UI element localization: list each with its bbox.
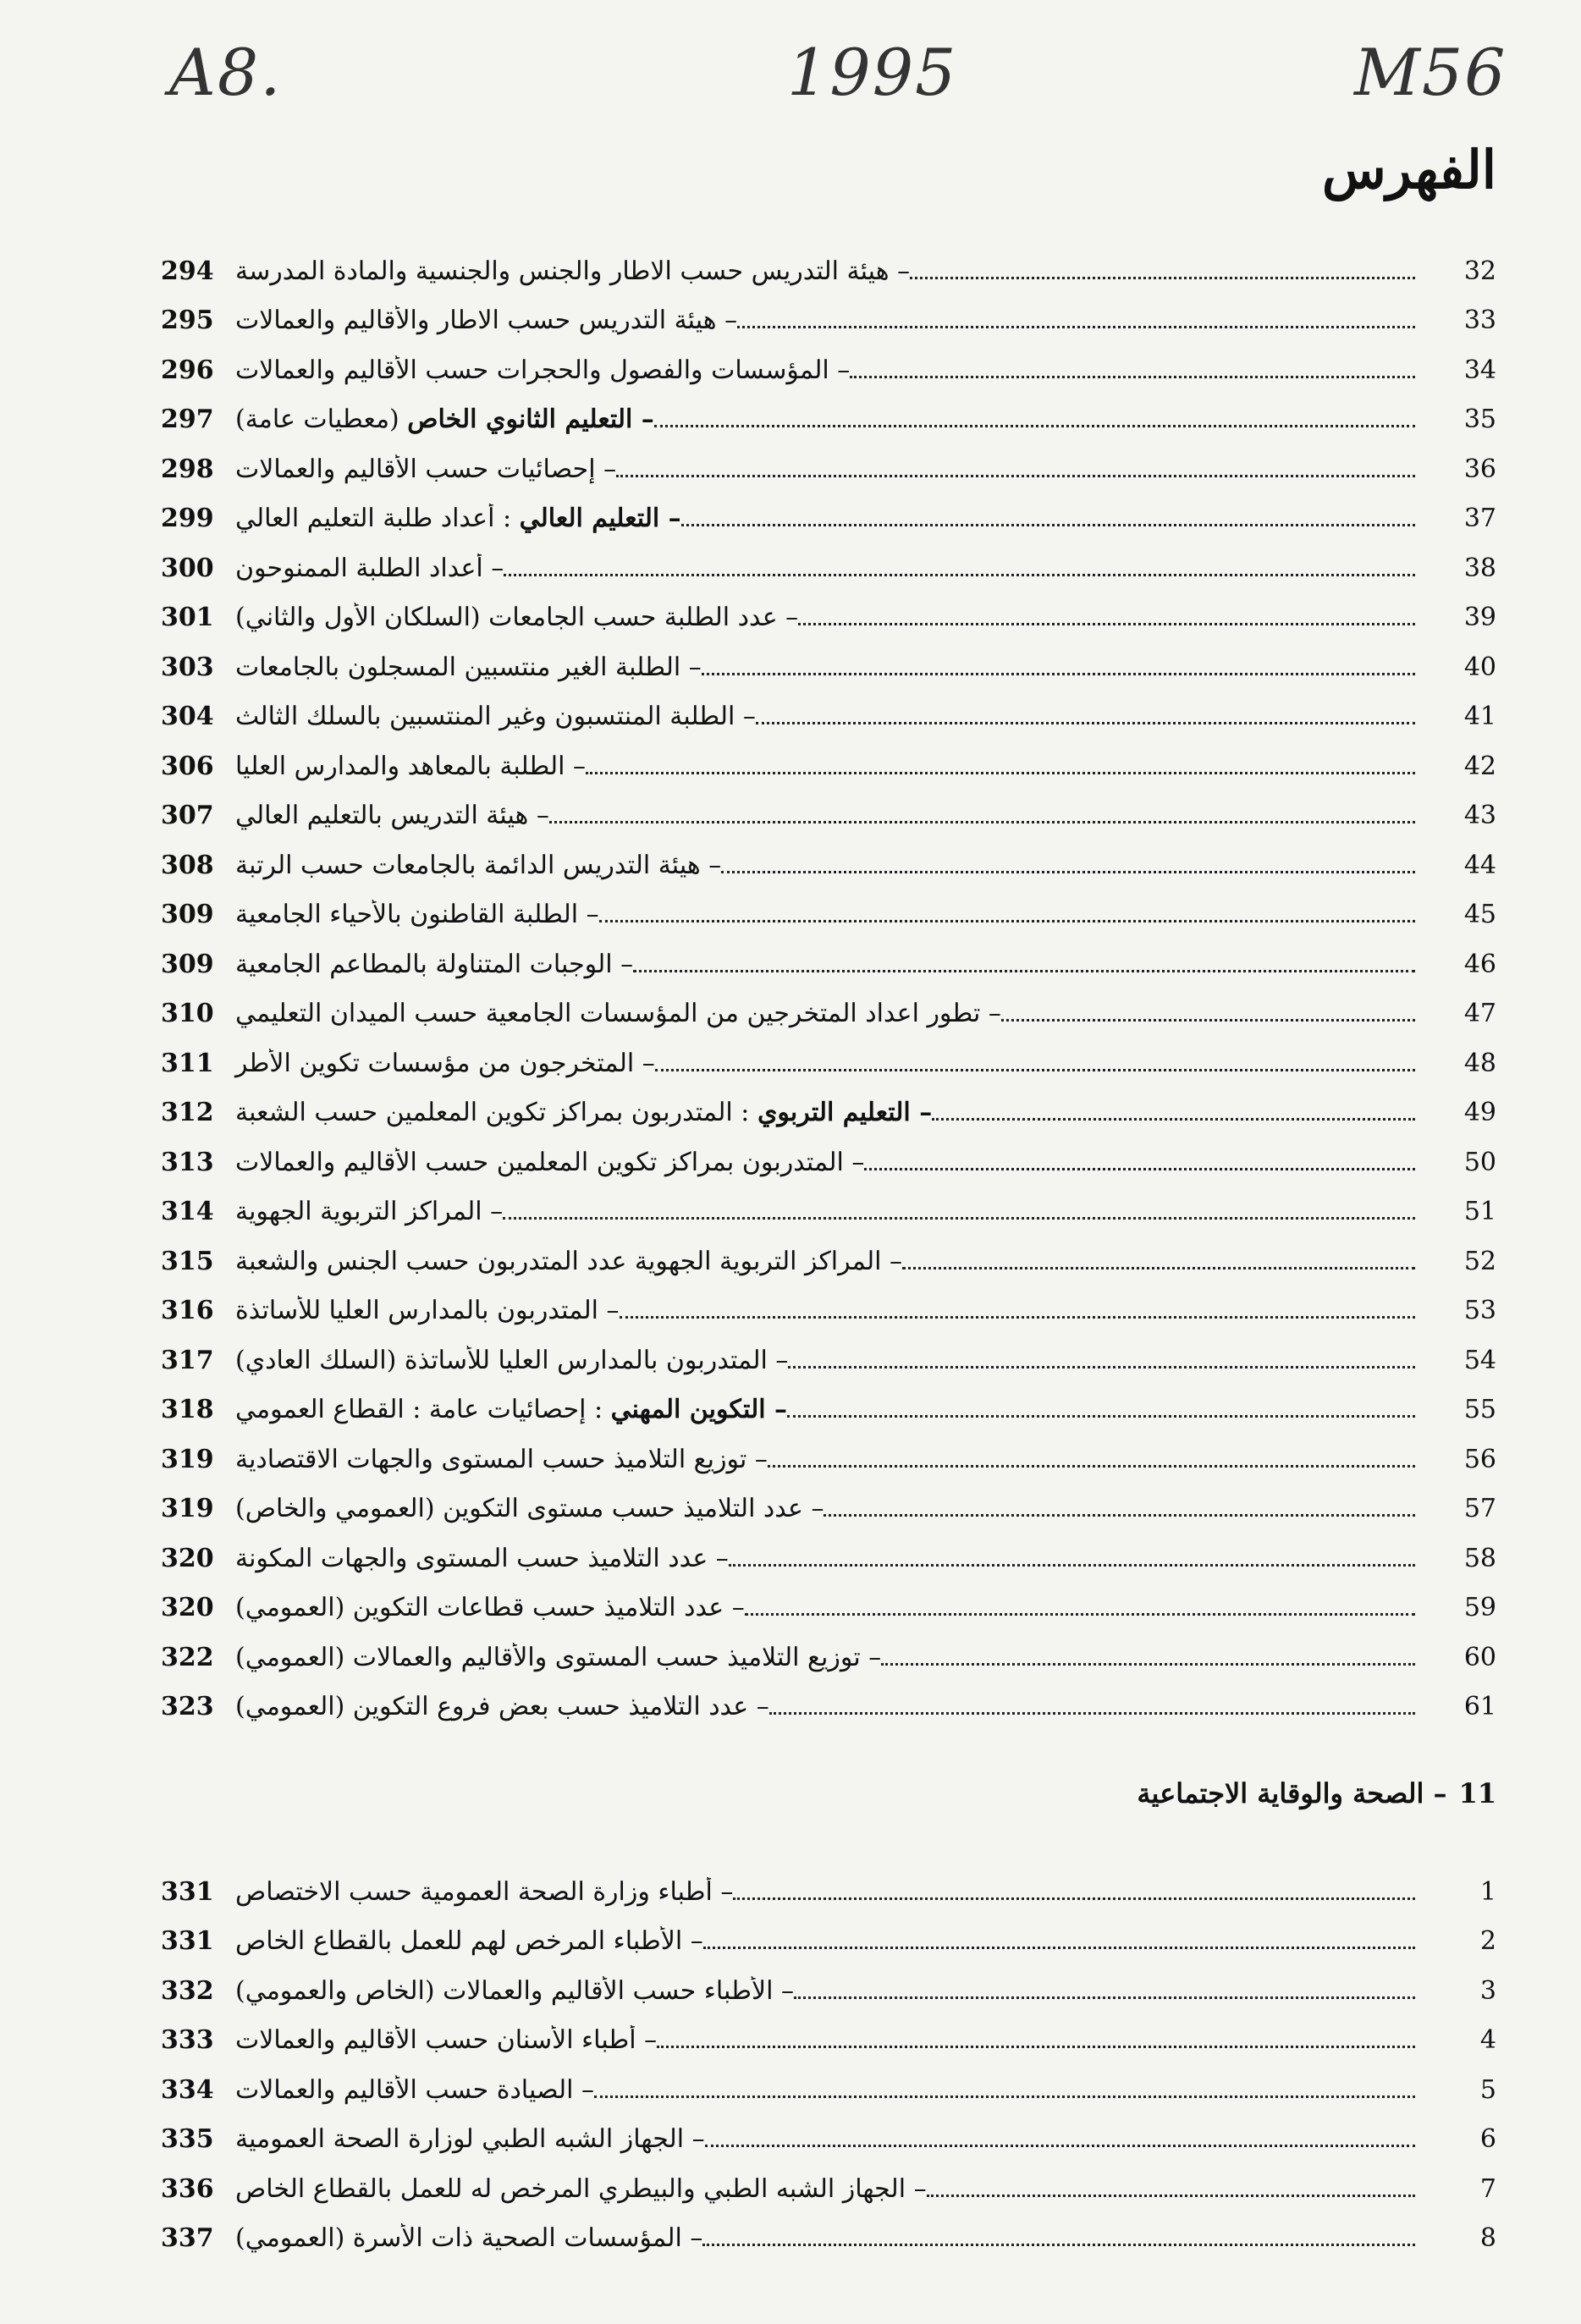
handwritten-note-center: 1995: [787, 35, 958, 110]
dot-leader: [769, 1712, 1415, 1715]
dot-leader: [586, 772, 1415, 774]
dot-leader: [702, 2244, 1415, 2246]
entry-text: – هيئة التدريس حسب الاطار والأقاليم والعمالات: [235, 306, 738, 335]
entry-number: 47: [1463, 999, 1496, 1028]
entry-label: [229, 1692, 769, 1722]
entry-number: 33: [1463, 306, 1496, 335]
entry-number: 3: [1479, 1975, 1496, 2006]
entry-text: – الطلبة المنتسبون وغير المنتسبين بالسلك الثالث: [235, 702, 756, 731]
page-number: 307: [161, 801, 214, 830]
entry-text: – إحصائيات حسب الأقاليم والعمالات: [235, 454, 617, 484]
entry-number: 7: [1479, 2173, 1496, 2204]
entry-number: 56: [1463, 1444, 1496, 1474]
entry-text: – المراكز التربوية الجهوية: [235, 1197, 504, 1226]
dot-leader: [729, 1564, 1415, 1567]
entry-label: [229, 950, 633, 980]
entry-label: [229, 752, 586, 782]
entry-number: 57: [1463, 1494, 1496, 1523]
page-number: 294: [161, 256, 214, 286]
page-number: 337: [161, 2223, 214, 2253]
dot-leader: [620, 1316, 1415, 1319]
entry-number: 2: [1479, 1926, 1496, 1956]
entry-text: – الطلبة الغير منتسبين المسجلون بالجامعات: [235, 652, 702, 682]
entry-number: 5: [1479, 2074, 1496, 2105]
page-number: 322: [161, 1642, 214, 1672]
entry-text: – عدد التلاميذ حسب قطاعات التكوين (العمومي): [235, 1593, 745, 1622]
toc-list: [161, 237, 1496, 1722]
entry-label: [229, 1544, 729, 1574]
toc-entry[interactable]: [161, 2205, 1496, 2255]
page-number: 303: [161, 652, 214, 682]
entry-number: 40: [1463, 652, 1496, 682]
page-number: 308: [161, 850, 214, 880]
entry-number: 6: [1479, 2124, 1496, 2154]
entry-label: [229, 1148, 864, 1178]
toc-entry[interactable]: [161, 1079, 1496, 1129]
dot-leader: [702, 673, 1415, 675]
page-number: 297: [161, 405, 214, 434]
page-number: 319: [161, 1494, 214, 1523]
toc-entry[interactable]: [161, 1673, 1496, 1723]
entry-label: [229, 1976, 794, 2007]
entry-heading: – التعليم التربوي: [757, 1098, 933, 1127]
page-number: 332: [161, 1975, 214, 2006]
entry-number: 44: [1463, 850, 1496, 880]
dot-leader: [657, 2046, 1415, 2048]
page-number: 319: [161, 1444, 214, 1474]
entry-number: 54: [1463, 1345, 1496, 1375]
dot-leader: [881, 1663, 1415, 1666]
entry-label: [229, 504, 681, 534]
entry-number: 46: [1463, 949, 1496, 979]
entry-number: 36: [1463, 454, 1496, 484]
page-number: 310: [161, 999, 214, 1028]
page-number: 301: [161, 603, 214, 632]
page-number: 295: [161, 306, 214, 335]
dot-leader: [768, 1465, 1415, 1468]
entry-text: – المؤسسات الصحية ذات الأسرة (العمومي): [235, 2223, 703, 2253]
section-number: 11: [1458, 1777, 1496, 1809]
entry-label: [229, 1049, 655, 1079]
dot-leader: [616, 475, 1415, 477]
entry-label: [229, 454, 616, 485]
entry-number: 43: [1463, 801, 1496, 830]
entry-number: 38: [1463, 553, 1496, 583]
toc-entry[interactable]: [161, 1376, 1496, 1426]
entry-number: 1: [1479, 1876, 1496, 1907]
page-number: 312: [161, 1098, 214, 1127]
toc-entry[interactable]: [161, 435, 1496, 485]
entry-text: – توزيع التلاميذ حسب المستوى والأقاليم والعمالات (العمومي): [235, 1642, 882, 1672]
entry-text: – الجهاز الشبه الطبي والبيطري المرخص له للعمل بالقطاع الخاص: [235, 2173, 927, 2204]
toc-entry[interactable]: [161, 732, 1496, 782]
dot-leader: [902, 1267, 1415, 1269]
entry-label: [229, 1926, 703, 1957]
entry-number: 4: [1479, 2025, 1496, 2055]
entry-number: 45: [1463, 900, 1496, 929]
dot-leader: [850, 376, 1415, 378]
toc-entry[interactable]: [161, 485, 1496, 535]
entry-number: 42: [1463, 751, 1496, 781]
dot-leader: [733, 1897, 1415, 1900]
toc-entry[interactable]: [161, 2007, 1496, 2057]
dot-leader: [927, 2195, 1415, 2197]
dot-leader: [549, 821, 1415, 823]
entry-label: [229, 553, 504, 584]
toc-entry[interactable]: [161, 386, 1496, 436]
entry-label: [229, 256, 910, 287]
entry-text: (معطيات عامة): [235, 405, 408, 434]
dot-leader: [503, 1217, 1415, 1220]
handwritten-note-right: M56: [1354, 35, 1507, 110]
entry-text: : المتدربون بمراكز تكوين المعلمين حسب الشعبة: [235, 1098, 757, 1127]
entry-number: 39: [1463, 603, 1496, 632]
dot-leader: [1001, 1019, 1415, 1022]
entry-number: 53: [1463, 1296, 1496, 1325]
entry-text: – الطلبة بالمعاهد والمدارس العليا: [235, 751, 587, 781]
entry-label: [229, 702, 756, 732]
toc-entry[interactable]: [161, 1623, 1496, 1673]
dot-leader: [864, 1168, 1415, 1170]
entry-text: – أعداد الطلبة الممنوحون: [235, 553, 504, 583]
entry-label: [229, 1395, 787, 1425]
entry-number: 35: [1463, 405, 1496, 434]
toc-entry[interactable]: [161, 1227, 1496, 1277]
entry-label: [229, 2124, 705, 2155]
page-number: 296: [161, 355, 214, 385]
entry-text: – عدد الطلبة حسب الجامعات (السلكان الأول والثاني): [235, 603, 799, 632]
entry-label: [229, 1445, 768, 1475]
toc-entry[interactable]: [161, 1957, 1496, 2007]
entry-label: [229, 1643, 881, 1673]
entry-number: 59: [1463, 1593, 1496, 1622]
toc-entry[interactable]: [161, 237, 1496, 287]
entry-number: 49: [1463, 1098, 1496, 1127]
entry-number: 50: [1463, 1147, 1496, 1177]
dot-leader: [745, 1613, 1415, 1616]
dot-leader: [787, 1415, 1415, 1418]
dot-leader: [703, 1947, 1415, 1949]
entry-text: – هيئة التدريس الدائمة بالجامعات حسب الرتبة: [235, 850, 722, 880]
entry-number: 51: [1463, 1197, 1496, 1226]
dot-leader: [798, 623, 1415, 625]
page-number: 309: [161, 900, 214, 929]
page-number: 313: [161, 1147, 214, 1177]
toc-entry[interactable]: [161, 2106, 1496, 2156]
entry-text: – الأطباء حسب الأقاليم والعمالات (الخاص والعمومي): [235, 1975, 794, 2006]
entry-text: – أطباء وزارة الصحة العمومية حسب الاختصاص: [235, 1876, 734, 1907]
dot-leader: [932, 1118, 1415, 1121]
page-number: 298: [161, 454, 214, 484]
toc-entry[interactable]: [161, 633, 1496, 683]
entry-text: – تطور اعداد المتخرجين من المؤسسات الجامعية حسب الميدان التعليمي: [235, 999, 1001, 1028]
entry-heading: – التكوين المهني: [610, 1395, 787, 1424]
entry-text: – الجهاز الشبه الطبي لوزارة الصحة العمومية: [235, 2124, 705, 2154]
entry-label: [229, 999, 1001, 1029]
page-number: 315: [161, 1246, 214, 1276]
entry-text: – عدد التلاميذ حسب المستوى والجهات المكونة: [235, 1543, 729, 1573]
toc-entry[interactable]: [161, 1574, 1496, 1624]
page-number: 304: [161, 702, 214, 731]
toc-entry[interactable]: [161, 930, 1496, 980]
dot-leader: [721, 871, 1415, 873]
toc-entry[interactable]: [161, 1475, 1496, 1525]
entry-label: [229, 405, 654, 435]
entry-number: 37: [1463, 504, 1496, 533]
entry-label: [229, 306, 737, 336]
dot-leader: [633, 970, 1415, 972]
entry-number: 41: [1463, 702, 1496, 731]
toc-entry[interactable]: [161, 1524, 1496, 1574]
page-number: 331: [161, 1926, 214, 1956]
toc-entry[interactable]: [161, 1178, 1496, 1228]
entry-heading: – التعليم الثانوي الخاص: [407, 405, 654, 434]
entry-text: – المتدربون بالمدارس العليا للأساتذة (السلك العادي): [235, 1345, 789, 1375]
page-number: 334: [161, 2074, 214, 2105]
dot-leader: [737, 326, 1415, 328]
entry-heading: – التعليم العالي: [519, 504, 681, 533]
page-number: 311: [161, 1048, 214, 1078]
entry-label: [229, 1197, 503, 1227]
section-heading: [1137, 1777, 1496, 1809]
toc-entry[interactable]: [161, 336, 1496, 386]
toc-entry[interactable]: [161, 2056, 1496, 2106]
dot-leader: [824, 1514, 1415, 1517]
entry-text: – عدد التلاميذ حسب بعض فروع التكوين (العمومي): [235, 1692, 769, 1721]
dot-leader: [681, 524, 1415, 526]
section-toc-list: [161, 1858, 1496, 2254]
entry-text: : أعداد طلبة التعليم العالي: [235, 504, 520, 533]
entry-number: 55: [1463, 1395, 1496, 1424]
page-number: 314: [161, 1197, 214, 1226]
entry-number: 34: [1463, 355, 1496, 385]
page-number: 320: [161, 1543, 214, 1573]
toc-entry[interactable]: [161, 881, 1496, 931]
page-number: 331: [161, 1876, 214, 1907]
entry-label: [229, 2025, 657, 2056]
toc-entry[interactable]: [161, 584, 1496, 634]
entry-label: [229, 1296, 620, 1326]
page-number: 318: [161, 1395, 214, 1424]
handwritten-note-left: A8.: [169, 35, 283, 110]
toc-entry[interactable]: [161, 1277, 1496, 1327]
dot-leader: [756, 722, 1415, 724]
entry-text: – المتدربون بمراكز تكوين المعلمين حسب الأقاليم والعمالات: [235, 1147, 865, 1177]
toc-entry[interactable]: [161, 1858, 1496, 1908]
entry-text: – عدد التلاميذ حسب مستوى التكوين (العمومي والخاص): [235, 1494, 824, 1523]
section-title: – الصحة والوقاية الاجتماعية: [1137, 1777, 1447, 1809]
entry-label: [229, 2223, 702, 2254]
entry-label: [229, 355, 850, 386]
entry-label: [229, 801, 549, 831]
entry-text: – أطباء الأسنان حسب الأقاليم والعمالات: [235, 2025, 658, 2055]
entry-text: – الوجبات المتناولة بالمطاعم الجامعية: [235, 949, 634, 979]
page-number: 316: [161, 1296, 214, 1325]
entry-label: [229, 1247, 902, 1277]
entry-label: [229, 2174, 927, 2205]
page-title: الفهرس: [1322, 139, 1496, 201]
toc-entry[interactable]: [161, 1128, 1496, 1178]
dot-leader: [655, 1069, 1415, 1071]
entry-text: : إحصائيات عامة : القطاع العمومي: [235, 1395, 611, 1424]
toc-entry[interactable]: [161, 831, 1496, 881]
entry-text: – الأطباء المرخص لهم للعمل بالقطاع الخاص: [235, 1926, 703, 1956]
page-number: 335: [161, 2124, 214, 2154]
entry-text: – هيئة التدريس حسب الاطار والجنس والجنسية والمادة المدرسة: [235, 256, 911, 286]
page-number: 320: [161, 1593, 214, 1622]
entry-label: [229, 1877, 733, 1908]
dot-leader: [794, 1996, 1415, 1999]
toc-entry[interactable]: [161, 1425, 1496, 1475]
entry-text: – الصيادة حسب الأقاليم والعمالات: [235, 2074, 595, 2105]
entry-number: 61: [1463, 1692, 1496, 1721]
page-number: 306: [161, 751, 214, 781]
toc-entry[interactable]: [161, 683, 1496, 733]
page-number: 317: [161, 1345, 214, 1375]
entry-label: [229, 653, 702, 683]
toc-entry[interactable]: [161, 1908, 1496, 1958]
entry-label: [229, 851, 721, 881]
dot-leader: [594, 2095, 1415, 2098]
entry-label: [229, 1098, 932, 1128]
entry-text: – توزيع التلاميذ حسب المستوى والجهات الاقتصادية: [235, 1444, 768, 1474]
entry-label: [229, 1346, 788, 1376]
entry-number: 58: [1463, 1543, 1496, 1573]
entry-label: [229, 900, 599, 930]
dot-leader: [599, 920, 1415, 922]
dot-leader: [788, 1366, 1415, 1369]
page-number: 309: [161, 949, 214, 979]
dot-leader: [654, 425, 1415, 427]
entry-text: – المراكز التربوية الجهوية عدد المتدربون حسب الجنس والشعبة: [235, 1246, 903, 1276]
entry-number: 8: [1479, 2223, 1496, 2253]
entry-text: – الطلبة القاطنون بالأحياء الجامعية: [235, 900, 599, 929]
page-number: 300: [161, 553, 214, 583]
page-number: 336: [161, 2173, 214, 2204]
toc-entry[interactable]: [161, 980, 1496, 1030]
toc-entry[interactable]: [161, 1029, 1496, 1079]
entry-label: [229, 603, 798, 633]
entry-number: 48: [1463, 1048, 1496, 1078]
entry-text: – هيئة التدريس بالتعليم العالي: [235, 801, 549, 830]
dot-leader: [504, 574, 1415, 576]
dot-leader: [910, 277, 1415, 279]
entry-label: [229, 1494, 824, 1524]
toc-entry[interactable]: [161, 287, 1496, 337]
page-number: 323: [161, 1692, 214, 1721]
entry-number: 32: [1463, 256, 1496, 286]
entry-text: – المؤسسات والفصول والحجرات حسب الأقاليم والعمالات: [235, 355, 851, 385]
toc-entry[interactable]: [161, 782, 1496, 832]
entry-label: [229, 2075, 594, 2106]
entry-text: – المتخرجون من مؤسسات تكوين الأطر: [235, 1048, 655, 1078]
entry-number: 60: [1463, 1642, 1496, 1672]
toc-entry[interactable]: [161, 2155, 1496, 2205]
toc-entry[interactable]: [161, 1326, 1496, 1376]
entry-label: [229, 1593, 745, 1623]
page-number: 333: [161, 2025, 214, 2055]
entry-text: – المتدربون بالمدارس العليا للأساتذة: [235, 1296, 620, 1325]
page-number: 299: [161, 504, 214, 533]
toc-entry[interactable]: [161, 534, 1496, 584]
dot-leader: [705, 2145, 1415, 2147]
entry-number: 52: [1463, 1246, 1496, 1276]
